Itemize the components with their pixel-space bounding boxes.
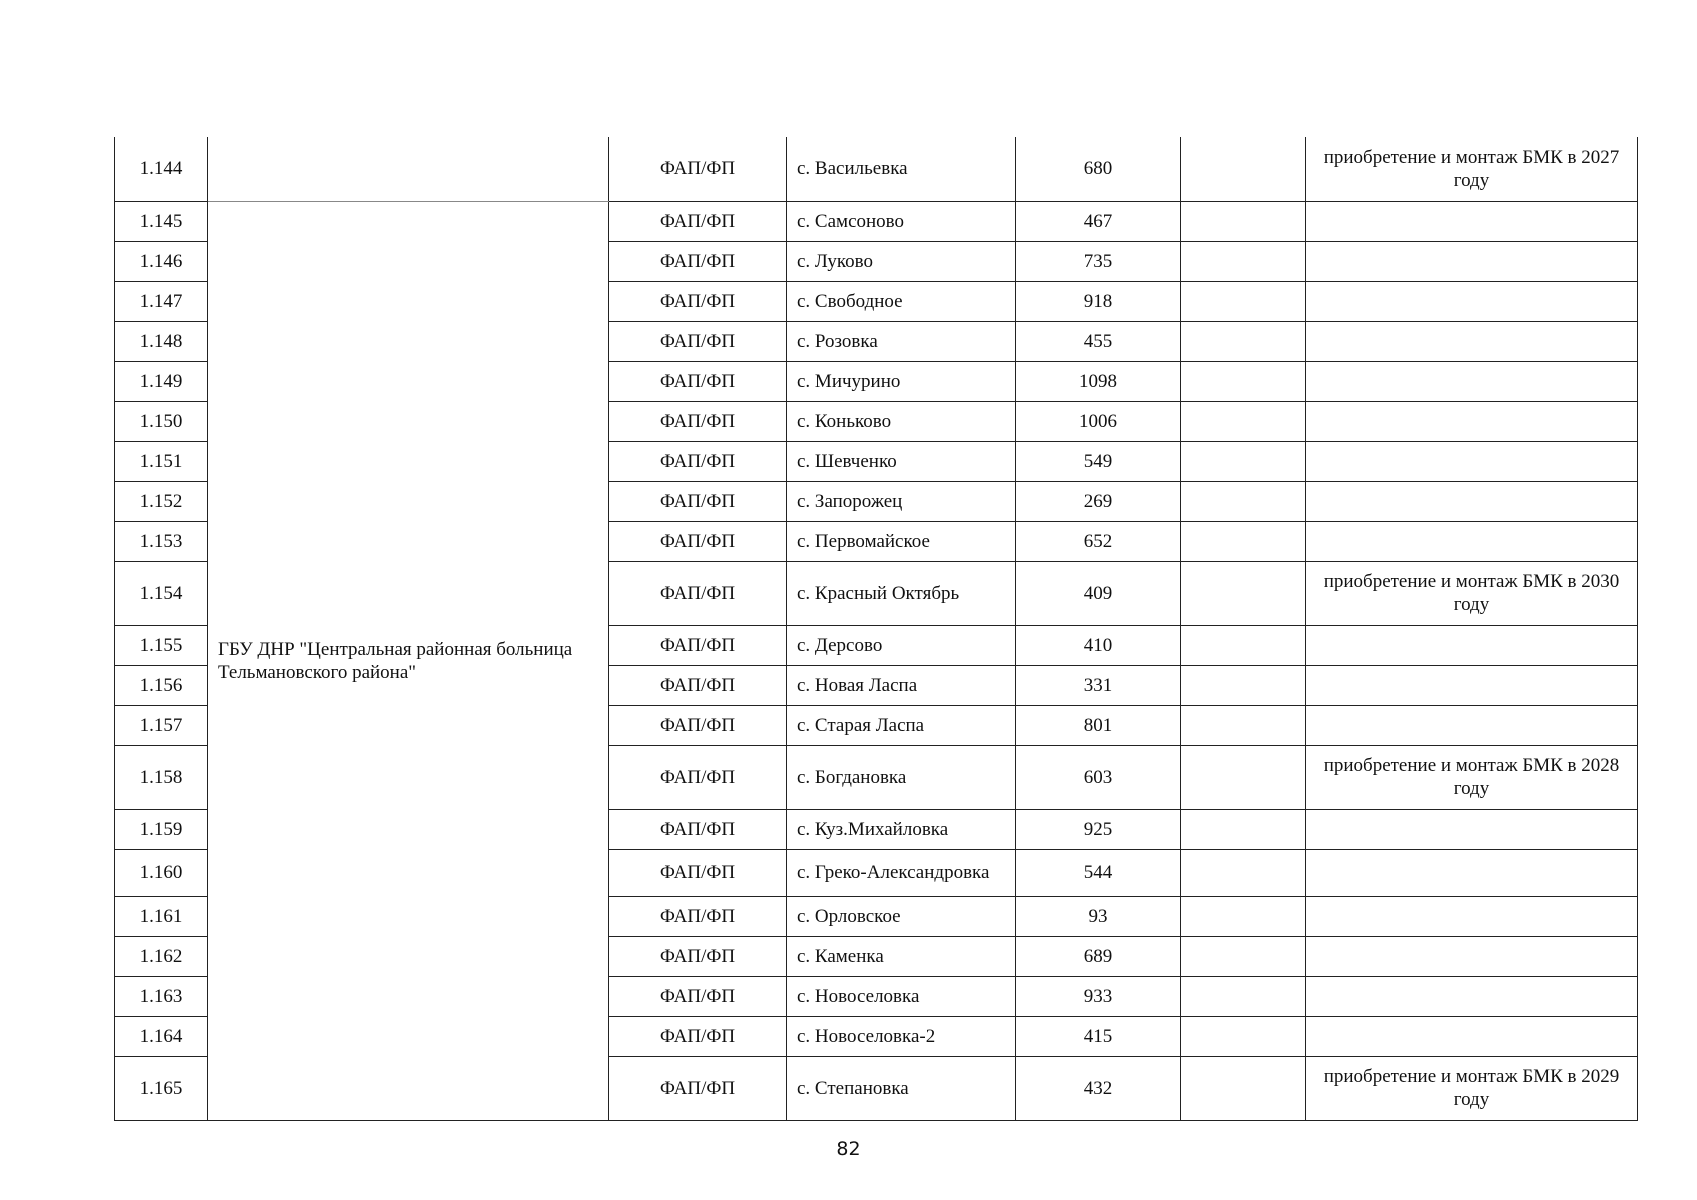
facility-type-cell: ФАП/ФП	[609, 521, 787, 561]
note-cell	[1306, 201, 1638, 241]
note-cell	[1306, 521, 1638, 561]
row-number-cell: 1.157	[115, 705, 208, 745]
page-number: 82	[836, 1138, 861, 1160]
facility-type-cell: ФАП/ФП	[609, 361, 787, 401]
population-cell: 467	[1016, 201, 1181, 241]
note-cell	[1306, 1016, 1638, 1056]
locality-cell: с. Дерсово	[787, 625, 1016, 665]
facility-type-cell: ФАП/ФП	[609, 281, 787, 321]
facility-type-cell: ФАП/ФП	[609, 665, 787, 705]
facility-type-cell: ФАП/ФП	[609, 401, 787, 441]
extra-cell	[1181, 321, 1306, 361]
locality-cell: с. Коньково	[787, 401, 1016, 441]
locality-cell: с. Новоселовка	[787, 976, 1016, 1016]
facility-type-cell: ФАП/ФП	[609, 625, 787, 665]
note-cell	[1306, 896, 1638, 936]
population-cell: 432	[1016, 1056, 1181, 1120]
population-cell: 801	[1016, 705, 1181, 745]
facility-type-cell: ФАП/ФП	[609, 321, 787, 361]
locality-cell: с. Орловское	[787, 896, 1016, 936]
row-number-cell: 1.152	[115, 481, 208, 521]
facility-type-cell: ФАП/ФП	[609, 441, 787, 481]
population-cell: 1006	[1016, 401, 1181, 441]
note-cell: приобретение и монтаж БМК в 2030 году	[1306, 561, 1638, 625]
population-cell: 652	[1016, 521, 1181, 561]
population-cell: 925	[1016, 809, 1181, 849]
row-number-cell: 1.163	[115, 976, 208, 1016]
facility-type-cell: ФАП/ФП	[609, 745, 787, 809]
row-number-cell: 1.155	[115, 625, 208, 665]
extra-cell	[1181, 281, 1306, 321]
facility-type-cell: ФАП/ФП	[609, 201, 787, 241]
population-cell: 918	[1016, 281, 1181, 321]
row-number-cell: 1.156	[115, 665, 208, 705]
row-number-cell: 1.148	[115, 321, 208, 361]
row-number-cell: 1.162	[115, 936, 208, 976]
locality-cell: с. Свободное	[787, 281, 1016, 321]
locality-cell: с. Новоселовка-2	[787, 1016, 1016, 1056]
facility-type-cell: ФАП/ФП	[609, 137, 787, 201]
locality-cell: с. Богдановка	[787, 745, 1016, 809]
extra-cell	[1181, 809, 1306, 849]
note-cell	[1306, 665, 1638, 705]
locality-cell: с. Куз.Михайловка	[787, 809, 1016, 849]
locality-cell: с. Васильевка	[787, 137, 1016, 201]
note-cell: приобретение и монтаж БМК в 2028 году	[1306, 745, 1638, 809]
note-cell	[1306, 441, 1638, 481]
extra-cell	[1181, 521, 1306, 561]
extra-cell	[1181, 665, 1306, 705]
population-cell: 269	[1016, 481, 1181, 521]
note-cell	[1306, 625, 1638, 665]
population-cell: 331	[1016, 665, 1181, 705]
row-number-cell: 1.153	[115, 521, 208, 561]
extra-cell	[1181, 745, 1306, 809]
note-cell: приобретение и монтаж БМК в 2029 году	[1306, 1056, 1638, 1120]
extra-cell	[1181, 896, 1306, 936]
population-cell: 549	[1016, 441, 1181, 481]
organization-cell-prev	[208, 137, 609, 201]
locality-cell: с. Степановка	[787, 1056, 1016, 1120]
population-cell: 680	[1016, 137, 1181, 201]
locality-cell: с. Каменка	[787, 936, 1016, 976]
row-number-cell: 1.145	[115, 201, 208, 241]
note-cell	[1306, 321, 1638, 361]
extra-cell	[1181, 705, 1306, 745]
note-cell	[1306, 936, 1638, 976]
row-number-cell: 1.159	[115, 809, 208, 849]
extra-cell	[1181, 561, 1306, 625]
extra-cell	[1181, 401, 1306, 441]
note-cell: приобретение и монтаж БМК в 2027 году	[1306, 137, 1638, 201]
locality-cell: с. Запорожец	[787, 481, 1016, 521]
locality-cell: с. Луково	[787, 241, 1016, 281]
population-cell: 1098	[1016, 361, 1181, 401]
extra-cell	[1181, 936, 1306, 976]
row-number-cell: 1.161	[115, 896, 208, 936]
population-cell: 415	[1016, 1016, 1181, 1056]
population-cell: 544	[1016, 849, 1181, 896]
locality-cell: с. Мичурино	[787, 361, 1016, 401]
extra-cell	[1181, 849, 1306, 896]
facilities-table	[114, 137, 1638, 1121]
note-cell	[1306, 705, 1638, 745]
note-cell	[1306, 809, 1638, 849]
note-cell	[1306, 481, 1638, 521]
table-row	[115, 201, 1638, 241]
locality-cell: с. Старая Ласпа	[787, 705, 1016, 745]
population-cell: 603	[1016, 745, 1181, 809]
note-cell	[1306, 401, 1638, 441]
table-body	[115, 137, 1638, 1120]
facility-type-cell: ФАП/ФП	[609, 976, 787, 1016]
note-cell	[1306, 976, 1638, 1016]
facility-type-cell: ФАП/ФП	[609, 481, 787, 521]
row-number-cell: 1.144	[115, 137, 208, 201]
table-row	[115, 137, 1638, 201]
extra-cell	[1181, 201, 1306, 241]
row-number-cell: 1.165	[115, 1056, 208, 1120]
locality-cell: с. Греко-Александровка	[787, 849, 1016, 896]
facility-type-cell: ФАП/ФП	[609, 1016, 787, 1056]
row-number-cell: 1.160	[115, 849, 208, 896]
extra-cell	[1181, 241, 1306, 281]
extra-cell	[1181, 1056, 1306, 1120]
population-cell: 455	[1016, 321, 1181, 361]
row-number-cell: 1.151	[115, 441, 208, 481]
population-cell: 735	[1016, 241, 1181, 281]
locality-cell: с. Новая Ласпа	[787, 665, 1016, 705]
population-cell: 689	[1016, 936, 1181, 976]
facility-type-cell: ФАП/ФП	[609, 241, 787, 281]
extra-cell	[1181, 481, 1306, 521]
row-number-cell: 1.150	[115, 401, 208, 441]
note-cell	[1306, 361, 1638, 401]
facility-type-cell: ФАП/ФП	[609, 705, 787, 745]
facility-type-cell: ФАП/ФП	[609, 809, 787, 849]
locality-cell: с. Первомайское	[787, 521, 1016, 561]
extra-cell	[1181, 976, 1306, 1016]
locality-cell: с. Самсоново	[787, 201, 1016, 241]
facility-type-cell: ФАП/ФП	[609, 936, 787, 976]
locality-cell: с. Шевченко	[787, 441, 1016, 481]
note-cell	[1306, 849, 1638, 896]
extra-cell	[1181, 625, 1306, 665]
population-cell: 409	[1016, 561, 1181, 625]
population-cell: 93	[1016, 896, 1181, 936]
facility-type-cell: ФАП/ФП	[609, 896, 787, 936]
row-number-cell: 1.158	[115, 745, 208, 809]
facility-type-cell: ФАП/ФП	[609, 849, 787, 896]
note-cell	[1306, 281, 1638, 321]
facility-type-cell: ФАП/ФП	[609, 1056, 787, 1120]
organization-cell: ГБУ ДНР "Центральная районная больница Тельмановского района"	[208, 201, 609, 1120]
facility-type-cell: ФАП/ФП	[609, 561, 787, 625]
extra-cell	[1181, 1016, 1306, 1056]
row-number-cell: 1.154	[115, 561, 208, 625]
population-cell: 933	[1016, 976, 1181, 1016]
locality-cell: с. Розовка	[787, 321, 1016, 361]
row-number-cell: 1.147	[115, 281, 208, 321]
row-number-cell: 1.146	[115, 241, 208, 281]
extra-cell	[1181, 441, 1306, 481]
row-number-cell: 1.164	[115, 1016, 208, 1056]
extra-cell	[1181, 137, 1306, 201]
note-cell	[1306, 241, 1638, 281]
row-number-cell: 1.149	[115, 361, 208, 401]
locality-cell: с. Красный Октябрь	[787, 561, 1016, 625]
population-cell: 410	[1016, 625, 1181, 665]
extra-cell	[1181, 361, 1306, 401]
